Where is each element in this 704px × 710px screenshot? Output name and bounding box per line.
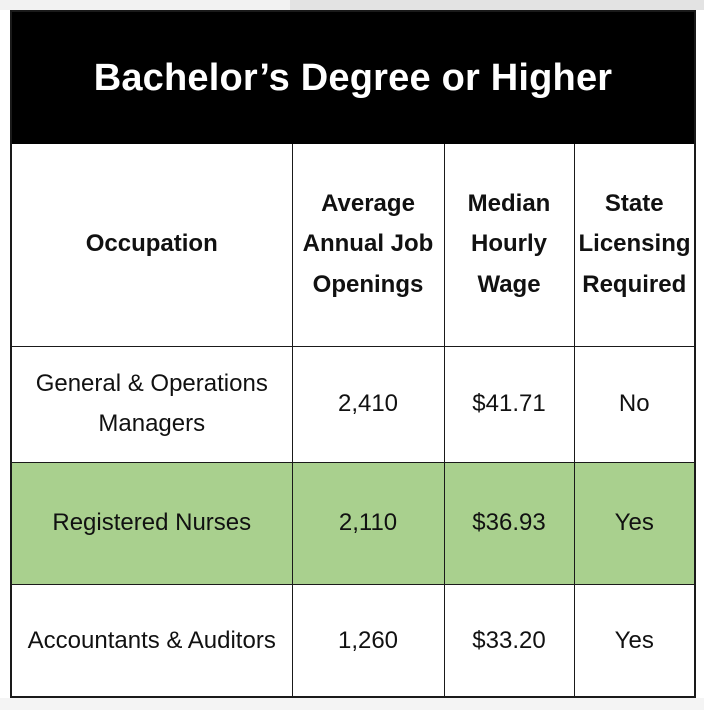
cell-license: Yes [574,462,694,584]
cell-openings: 2,110 [292,462,444,584]
cell-openings: 1,260 [292,584,444,698]
cell-occupation: Accountants & Auditors [12,584,292,698]
occupation-table [12,144,694,698]
top-edge [0,0,704,10]
cell-license: No [574,346,694,462]
header-wage: Median Hourly Wage [444,144,574,346]
cell-occupation: General & Operations Managers [12,346,292,462]
table-row [12,584,694,698]
cell-wage: $41.71 [444,346,574,462]
table-row [12,346,694,462]
header-license: State Licensing Required [574,144,694,346]
table-title: Bachelor’s Degree or Higher [12,12,694,144]
cell-occupation: Registered Nurses [12,462,292,584]
table-row-highlighted [12,462,694,584]
occupation-table-card [10,10,696,698]
header-row [12,144,694,346]
header-occupation: Occupation [12,144,292,346]
cell-wage: $33.20 [444,584,574,698]
cell-openings: 2,410 [292,346,444,462]
bottom-edge [0,698,704,710]
cell-wage: $36.93 [444,462,574,584]
header-openings: Average Annual Job Openings [292,144,444,346]
cell-license: Yes [574,584,694,698]
